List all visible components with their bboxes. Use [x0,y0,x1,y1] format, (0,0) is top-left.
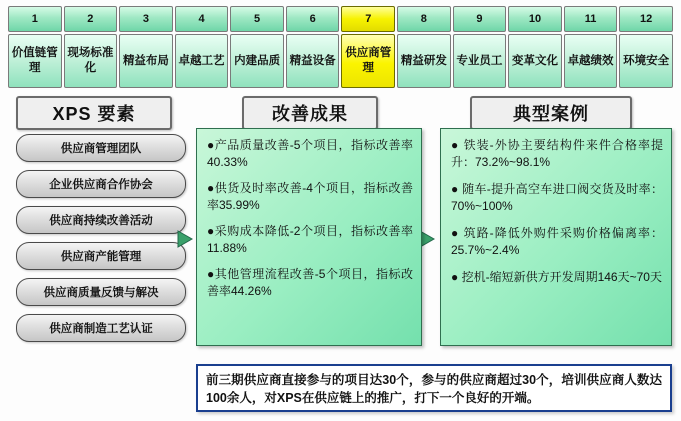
strip-label-5: 内建品质 [230,34,284,88]
xps-item-2[interactable]: 企业供应商合作协会 [16,170,186,198]
strip-label-9: 专业员工 [453,34,507,88]
case-bullet-1: ● 铁装-外协主要结构件来件合格率提升：73.2%~98.1% [451,138,663,169]
strip-number-5: 5 [230,6,284,32]
summary-text: 前三期供应商直接参与的项目达30个，参与的供应商超过30个，培训供应商人数达100余人，对XPS在供应链上的推广，打下一个良好的开端。 [206,373,662,405]
strip-label-6: 精益设备 [286,34,340,88]
strip-column-9[interactable] [453,6,507,88]
result-bullet-3: ●采购成本降低-2个项目，指标改善率11.88% [207,224,413,255]
xps-item-5[interactable]: 供应商质量反馈与解决 [16,278,186,306]
section-header-result: 改善成果 [242,96,378,130]
section-header-xps: XPS 要素 [16,96,172,130]
result-bullet-4: ●其他管理流程改善-5个项目，指标改善率44.26% [207,267,413,298]
strip-label-2: 现场标准化 [64,34,118,88]
strip-column-5[interactable] [230,6,284,88]
result-bullet-2: ●供货及时率改善-4个项目，指标改善率35.99% [207,181,413,212]
strip-column-1[interactable] [8,6,62,88]
case-bullet-3: ● 筑路-降低外购件采购价格偏离率：25.7%~2.4% [451,226,663,257]
strip-column-2[interactable] [64,6,118,88]
strip-number-3: 3 [119,6,173,32]
xps-item-4[interactable]: 供应商产能管理 [16,242,186,270]
strip-column-6[interactable] [286,6,340,88]
strip-label-10: 变革文化 [508,34,562,88]
strip-label-1: 价值链管理 [8,34,62,88]
xps-item-3[interactable]: 供应商持续改善活动 [16,206,186,234]
strip-column-12[interactable] [619,6,673,88]
case-bullet-2: ● 随车-提升高空车进口阀交货及时率：70%~100% [451,182,663,213]
strip-number-8: 8 [397,6,451,32]
strip-column-7-active[interactable] [341,6,395,88]
section-header-case: 典型案例 [470,96,632,130]
strip-label-4: 卓越工艺 [175,34,229,88]
strip-column-11[interactable] [564,6,618,88]
strip-column-4[interactable] [175,6,229,88]
strip-number-4: 4 [175,6,229,32]
result-bullet-1: ●产品质量改善-5个项目，指标改善率40.33% [207,138,413,169]
xps-element-list [16,134,186,342]
strip-label-8: 精益研发 [397,34,451,88]
xps-item-6[interactable]: 供应商制造工艺认证 [16,314,186,342]
strip-number-6: 6 [286,6,340,32]
case-bullet-4: ● 挖机-缩短新供方开发周期146天~70天 [451,270,662,284]
strip-number-12: 12 [619,6,673,32]
xps-element-strip [8,6,673,88]
strip-number-2: 2 [64,6,118,32]
improvement-results-box [196,128,422,346]
strip-number-10: 10 [508,6,562,32]
strip-number-7: 7 [341,6,395,32]
strip-label-12: 环境安全 [619,34,673,88]
strip-number-1: 1 [8,6,62,32]
strip-column-10[interactable] [508,6,562,88]
strip-column-8[interactable] [397,6,451,88]
typical-cases-box [440,128,672,346]
xps-item-1[interactable]: 供应商管理团队 [16,134,186,162]
strip-label-7: 供应商管理 [341,34,395,88]
strip-label-3: 精益布局 [119,34,173,88]
strip-number-9: 9 [453,6,507,32]
strip-number-11: 11 [564,6,618,32]
summary-box [196,364,672,412]
strip-label-11: 卓越绩效 [564,34,618,88]
strip-column-3[interactable] [119,6,173,88]
